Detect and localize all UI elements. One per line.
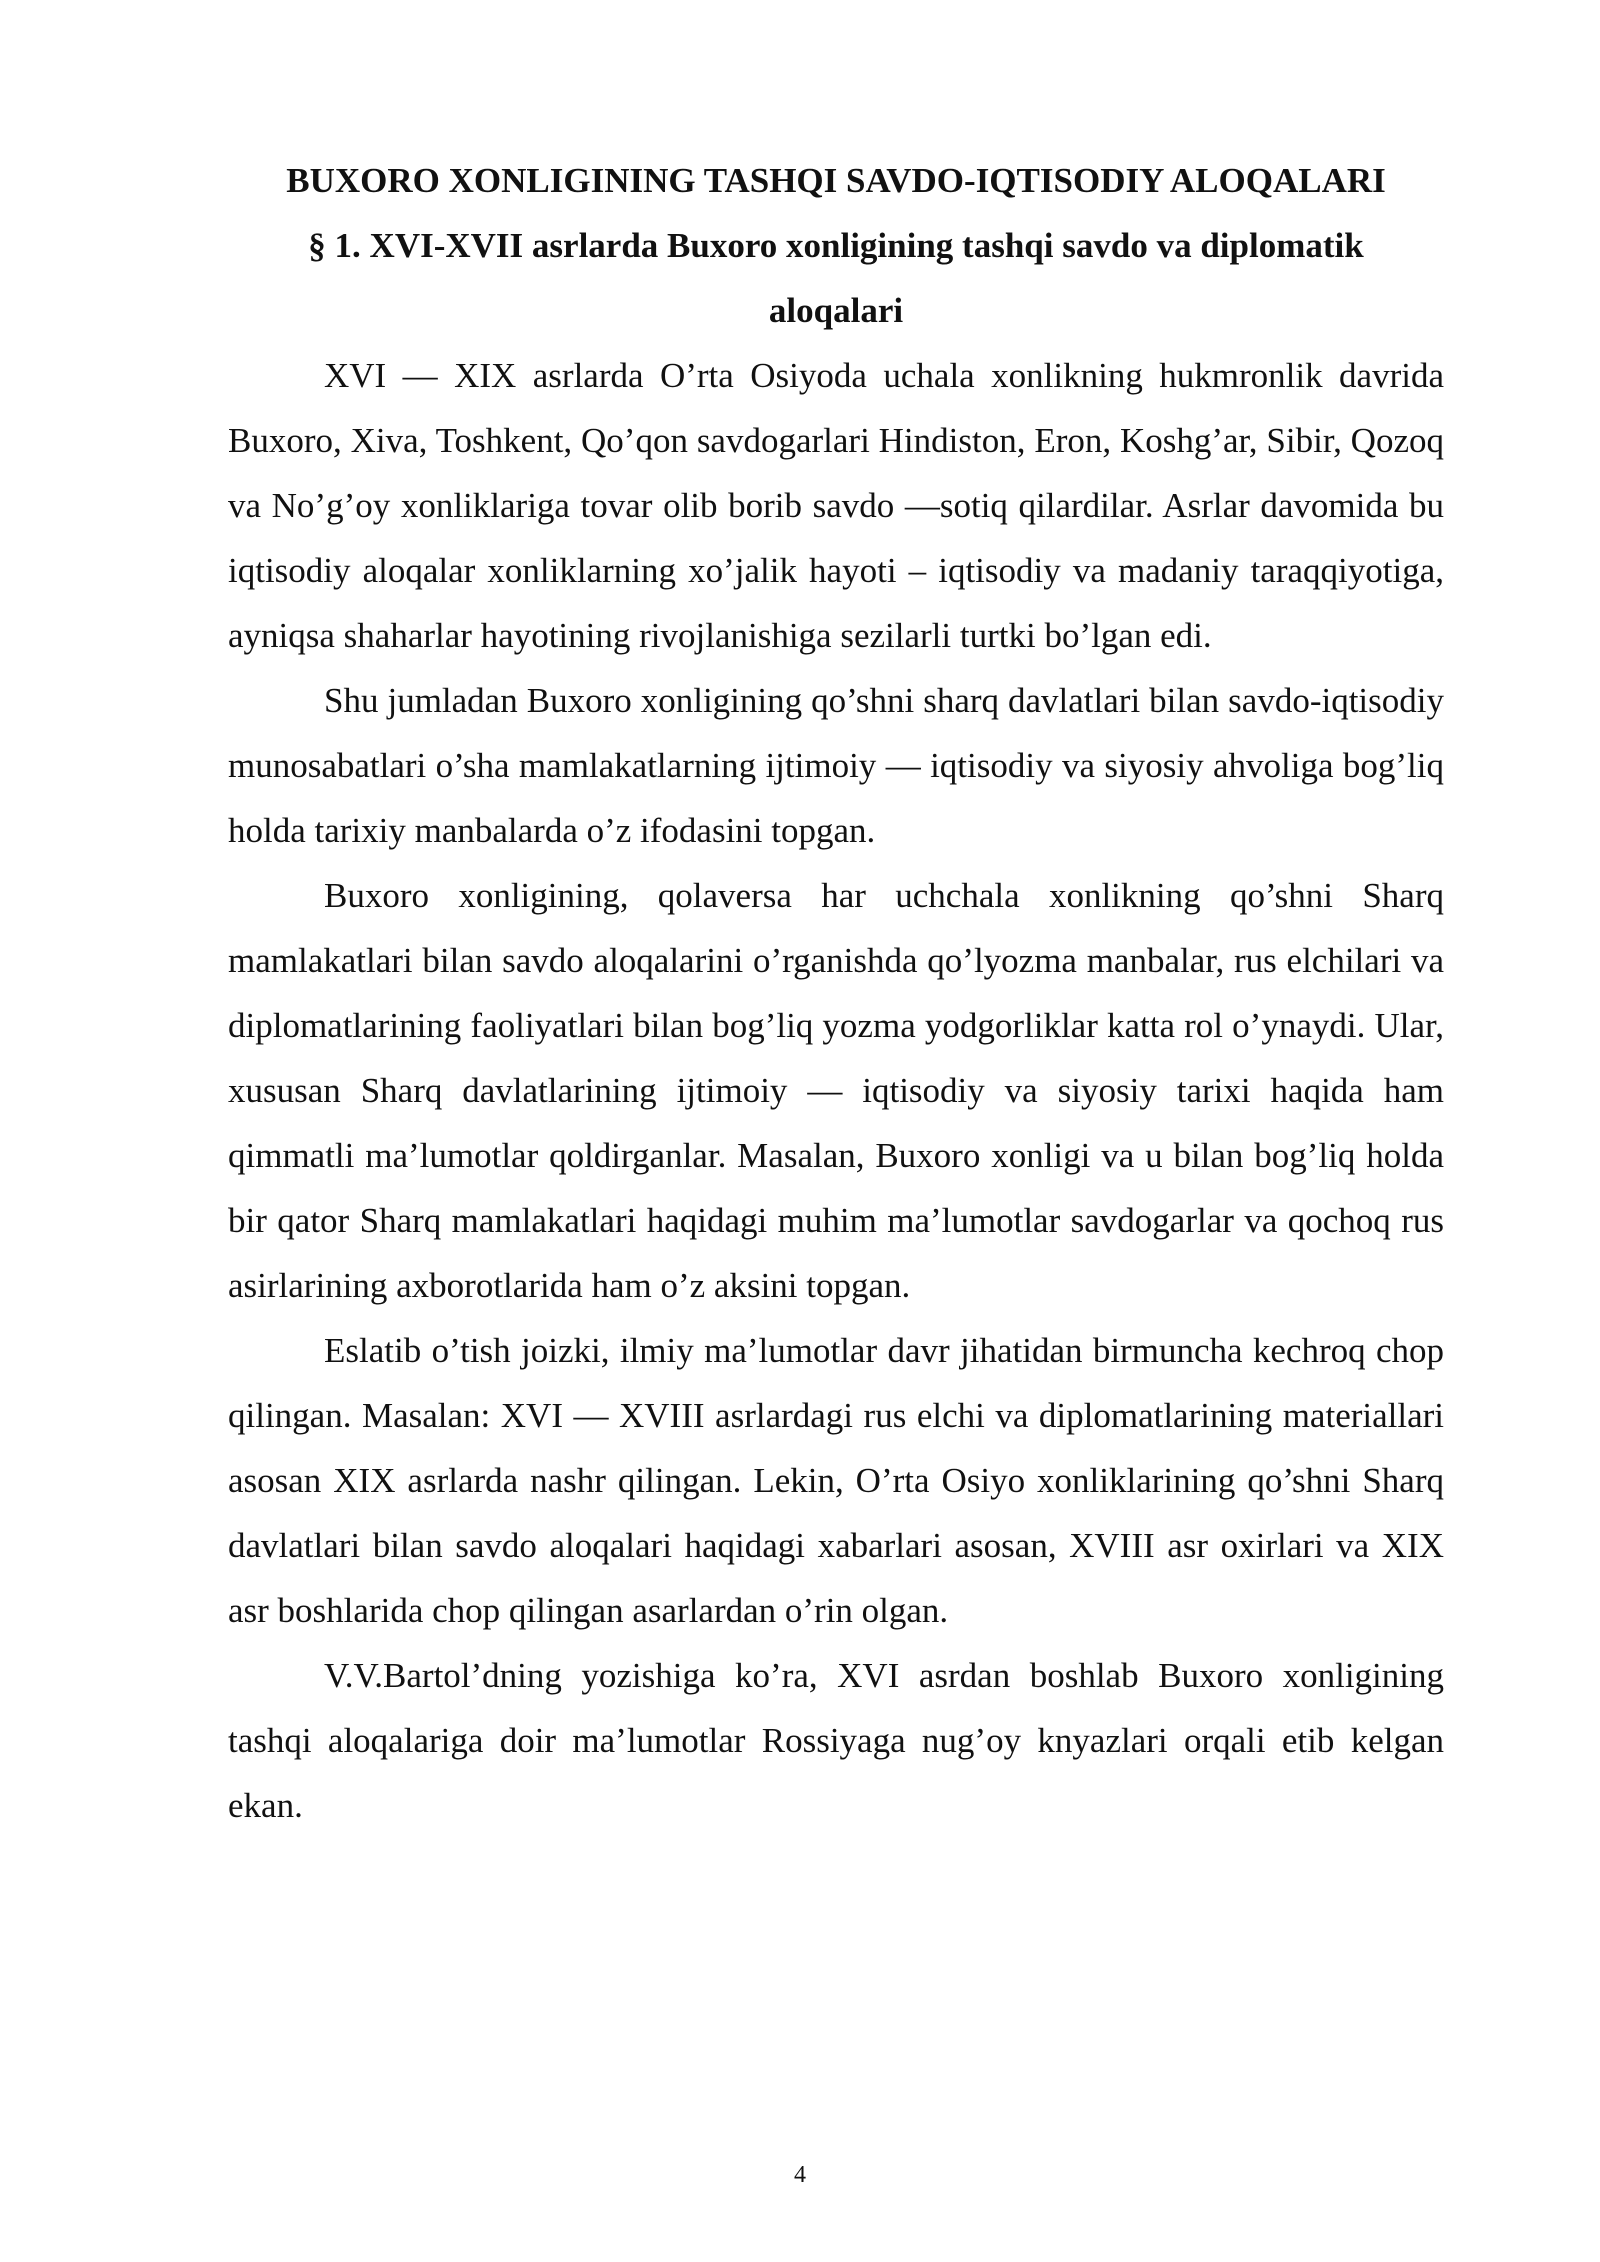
paragraph-1: XVI — XIX asrlarda O’rta Osiyoda uchala xonlikning hukmronlik davrida Buxoro, Xiva, Toshkent, Qo’qon savdogarlari Hindiston, Eron, Koshg’ar, Sibir, Qozoq va No’g’oy xonliklariga tovar olib borib savdo —sotiq qilardilar. Asrlar davomida bu iqtisodiy aloqalar xonliklarning xo’jalik hayoti – iqtisodiy va madaniy taraqqiyotiga, ayniqsa shaharlar hayotining rivojlanishiga sezilarli turtki bo’lgan edi.	[228, 356, 1444, 655]
page-number: 4	[794, 2162, 806, 2188]
paragraph-4: Eslatib o’tish joizki, ilmiy ma’lumotlar davr jihatidan birmuncha kechroq chop qilingan. Masalan: XVI — XVIII asrlardagi rus elchi va diplomatlarining materiallari asosan XIX asrlarda nashr qilingan. Lekin, O’rta Osiyo xonliklarining qo’shni Sharq davlatlari bilan savdo aloqalari haqidagi xabarlari asosan, XVIII asr oxirlari va XIX asr boshlarida chop qilingan asarlardan o’rin olgan.	[228, 1331, 1444, 1630]
paragraph-5: V.V.Bartol’dning yozishiga ko’ra, XVI asrdan boshlab Buxoro xonligining tashqi aloqalariga doir ma’lumotlar Rossiyaga nug’oy knyazlari orqali etib kelgan ekan.	[228, 1656, 1444, 1825]
document-title: BUXORO XONLIGINING TASHQI SAVDO-IQTISODIY ALOQALARI	[286, 161, 1386, 200]
paragraph-2: Shu jumladan Buxoro xonligining qo’shni sharq davlatlari bilan savdo-iqtisodiy munosabatlari o’sha mamlakatlarning ijtimoiy — iqtisodiy va siyosiy ahvoliga bog’liq holda tarixiy manbalarda o’z ifodasini topgan.	[228, 681, 1444, 850]
section-heading: § 1. XVI-XVII asrlarda Buxoro xonligining tashqi savdo va diplomatik aloqalari	[308, 226, 1364, 330]
document-page	[228, 148, 1444, 1838]
paragraph-3: Buxoro xonligining, qolaversa har uchchala xonlikning qo’shni Sharq mamlakatlari bilan savdo aloqalarini o’rganishda qo’lyozma manbalar, rus elchilari va diplomatlarining faoliyatlari bilan bog’liq yozma yodgorliklar katta rol o’ynaydi. Ular, xususan Sharq davlatlarining ijtimoiy — iqtisodiy va siyosiy tarixi haqida ham qimmatli ma’lumotlar qoldirganlar. Masalan, Buxoro xonligi va u bilan bog’liq holda bir qator Sharq mamlakatlari haqidagi muhim ma’lumotlar savdogarlar va qochoq rus asirlarining axborotlarida ham o’z aksini topgan.	[228, 876, 1444, 1305]
